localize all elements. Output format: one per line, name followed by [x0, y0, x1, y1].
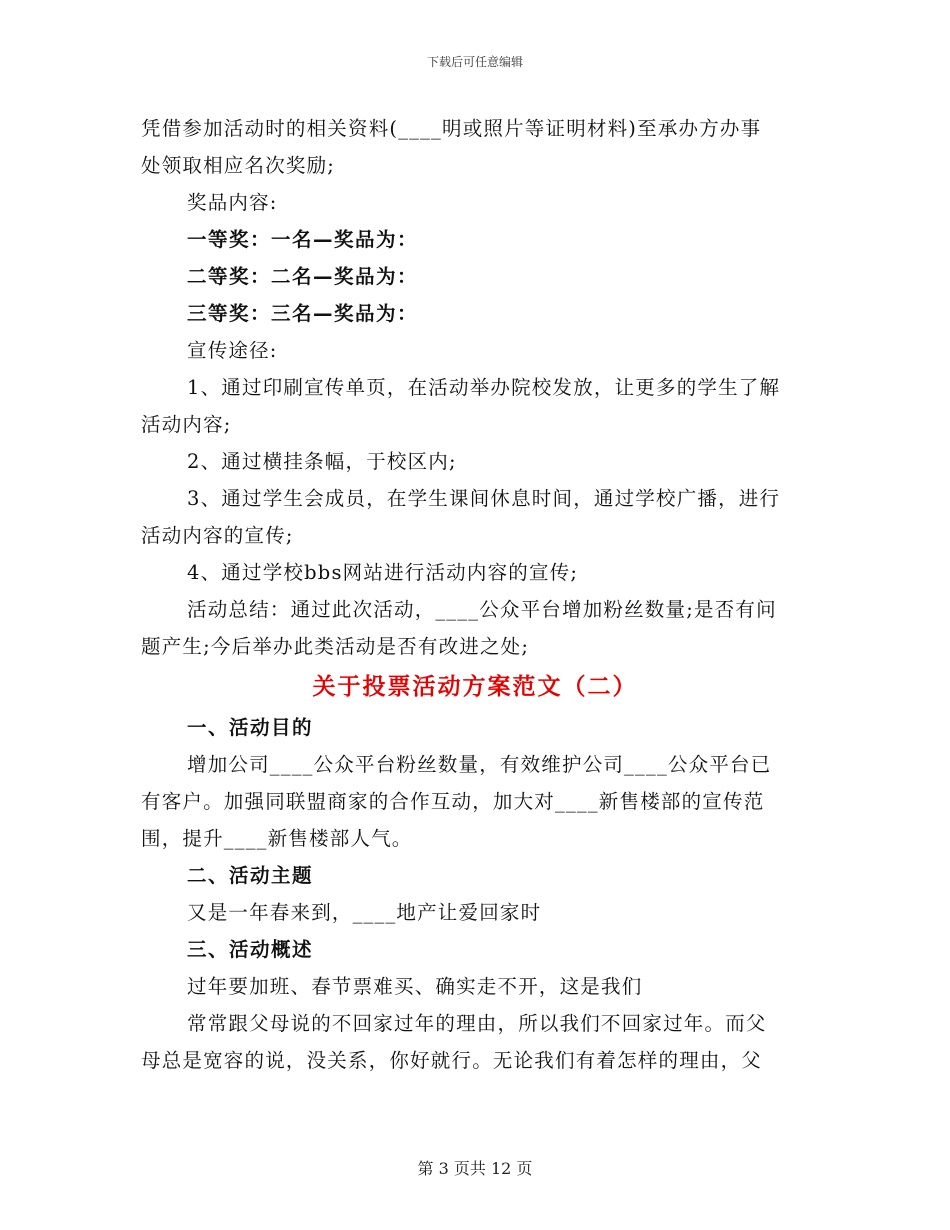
- section-title: 关于投票活动方案范文（二）: [312, 674, 638, 700]
- heading-purpose: 一、活动目的: [187, 716, 314, 739]
- heading-theme: 二、活动主题: [187, 864, 314, 887]
- list-item: 2、通过横挂条幅，于校区内;: [187, 450, 457, 473]
- first-prize: 一等奖：一名—奖品为：: [187, 228, 419, 251]
- paragraph-line: 活动内容;: [141, 413, 232, 436]
- page-footer: 第 3 页共 12 页: [417, 1159, 533, 1178]
- summary-paragraph: 活动总结：通过此次活动，____公众平台增加粉丝数量;是否有问: [187, 598, 777, 621]
- paragraph-line: 过年要加班、春节票难买、确实走不开，这是我们: [187, 975, 643, 998]
- list-item: 1、通过印刷宣传单页，在活动举办院校发放，让更多的学生了解: [187, 376, 781, 399]
- paragraph-line: 题产生;今后举办此类活动是否有改进之处;: [141, 635, 530, 658]
- paragraph-line: 母总是宽容的说，没关系，你好就行。无论我们有着怎样的理由，父: [141, 1049, 763, 1072]
- paragraph-line: 围，提升____新售楼部人气。: [141, 827, 413, 850]
- paragraph-line: 又是一年春来到，____地产让爱回家时: [187, 901, 542, 924]
- paragraph-line: 增加公司____公众平台粉丝数量，有效维护公司____公众平台已: [187, 753, 772, 776]
- list-item: 3、通过学生会成员，在学生课间休息时间，通过学校广播，进行: [187, 487, 781, 510]
- paragraph-line: 活动内容的宣传;: [141, 524, 294, 547]
- prize-content-label: 奖品内容:: [187, 191, 278, 214]
- paragraph-line: 凭借参加活动时的相关资料(____明或照片等证明材料)至承办方办事: [141, 117, 762, 140]
- heading-overview: 三、活动概述: [187, 938, 314, 961]
- paragraph-line: 处领取相应名次奖励;: [141, 154, 336, 177]
- second-prize: 二等奖：二名—奖品为：: [187, 265, 419, 288]
- page-header: 下载后可任意编辑: [426, 55, 523, 69]
- document-body: [141, 110, 809, 1079]
- third-prize: 三等奖：三名—奖品为：: [187, 302, 419, 325]
- paragraph-line: 有客户。加强同联盟商家的合作互动，加大对____新售楼部的宣传范: [141, 790, 765, 813]
- paragraph-line: 常常跟父母说的不回家过年的理由，所以我们不回家过年。而父: [187, 1012, 767, 1035]
- list-item: 4、通过学校bbs网站进行活动内容的宣传;: [187, 561, 579, 584]
- promotion-label: 宣传途径:: [187, 339, 278, 362]
